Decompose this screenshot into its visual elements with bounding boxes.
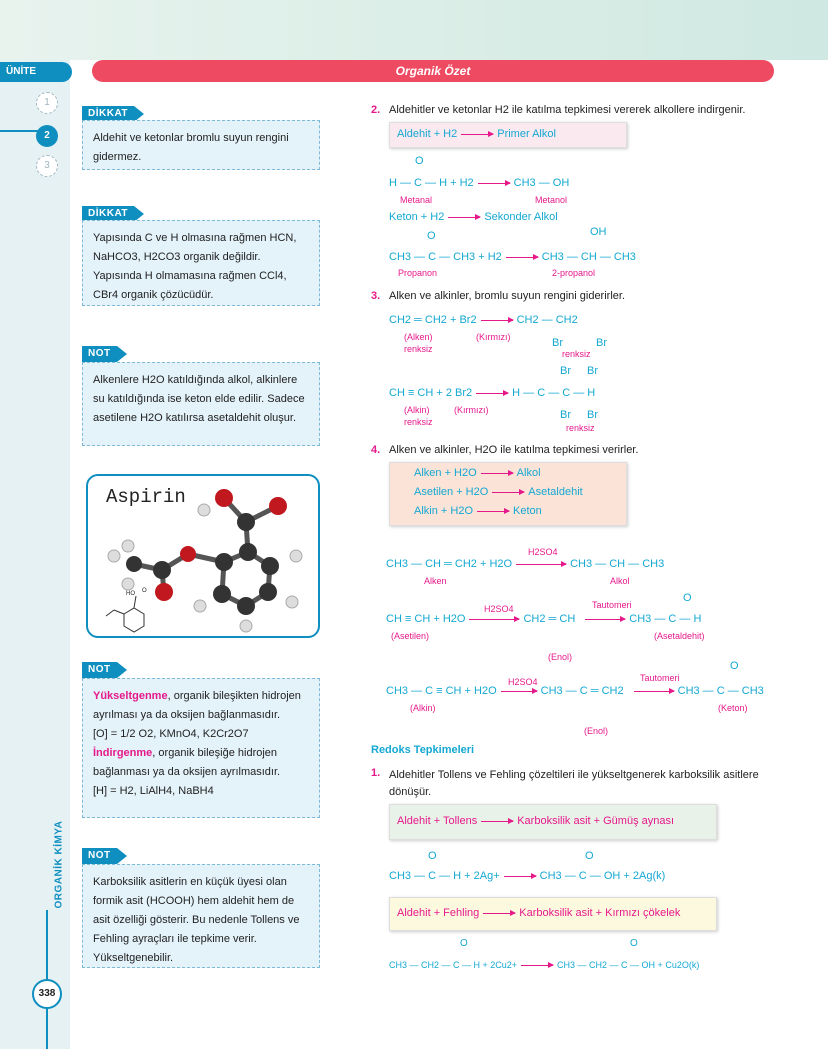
not-tag-2: NOT [82, 662, 117, 678]
dikkat-box-2: Yapısında C ve H olmasına rağmen HCN, NaHCO3, H2CO3 organik değildir. Yapısında H olmamasına rağmen CCl4, CBr4 organik çözücüdür. [82, 220, 320, 306]
asetilen-label: (Asetilen) [391, 631, 430, 641]
keton-eq: Keton + H2 Sekonder Alkol [389, 211, 558, 223]
dikkat-box-1: Aldehit ve ketonlar bromlu suyun rengini gidermez. [82, 120, 320, 170]
not-tag-1: NOT [82, 346, 117, 362]
aspirin-title: Aspirin [106, 486, 186, 508]
item-4-number: 4. [371, 444, 381, 456]
taut-1: Tautomeri [592, 600, 632, 610]
topic-title: Organik Özet [92, 60, 774, 82]
page-number: 338 [32, 979, 62, 1009]
br-3: Br [560, 365, 571, 377]
item-4-text: Alken ve alkinler, H2O ile katılma tepkimesi verirler. [389, 444, 639, 456]
br-6: Br [587, 409, 598, 421]
item-2-text: Aldehitler ve ketonlar H2 ile katılma tepkimesi vererek alkollere indirgenir. [389, 104, 746, 116]
o-label-8: O [630, 938, 638, 949]
propanon-label: Propanon [398, 268, 438, 278]
item-3-number: 3. [371, 290, 381, 302]
renksiz-label-3: renksiz [404, 417, 433, 427]
cat-3: H2SO4 [508, 677, 538, 687]
cat-2: H2SO4 [484, 604, 514, 614]
enol-label-1: (Enol) [548, 652, 573, 662]
alken-hydration: CH3 — CH ═ CH2 + H2O CH3 — CH — CH3 [386, 558, 665, 570]
hydration-line-2: Asetilen + H2O Asetaldehit [414, 486, 583, 498]
not-box-1: Alkenlere H2O katıldığında alkol, alkinlere su katıldığında ise keton elde edilir. Sadece asetilene H2O katılırsa asetaldehit oluşur. [82, 362, 320, 446]
redoks-number: 1. [371, 767, 381, 779]
oh-label-1: OH [590, 226, 607, 238]
redoks-title: Redoks Tepkimeleri [371, 744, 475, 756]
o-label-4: O [730, 660, 739, 672]
br-2: Br [596, 337, 607, 349]
not-tag-3: NOT [82, 848, 117, 864]
dikkat-tag-2: DİKKAT [82, 206, 134, 222]
cat-1: H2SO4 [528, 547, 558, 557]
step-1[interactable]: 1 [36, 92, 58, 114]
item-3-text: Alken ve alkinler, bromlu suyun rengini giderirler. [389, 290, 626, 302]
alkin-hydration: CH3 — C ≡ CH + H2O CH3 — C ═ CH2 CH3 — C — CH3 [386, 685, 764, 697]
metanal-reaction: H — C — H + H2 CH3 — OH [389, 177, 570, 189]
item-2-number: 2. [371, 104, 381, 116]
not-box-2: Yükseltgenme, organik bileşikten hidrojen ayrılması ya da oksijen bağlanmasıdır. [O] = 1/2 O2, KMnO4, K2Cr2O7 İndirgenme, organik bileşiğe hidrojen bağlanması ya da oksijen ayrılmasıdır. [H] = H2, LiAlH4, NaBH4 [82, 678, 320, 818]
o-label-5: O [428, 850, 437, 862]
dikkat-tag-1: DİKKAT [82, 106, 134, 122]
aspirin-struct-ho: HO [126, 591, 135, 597]
alken-label-2: Alken [424, 576, 447, 586]
alkol-label: Alkol [610, 576, 630, 586]
o-label-7: O [460, 938, 468, 949]
br-4: Br [587, 365, 598, 377]
alkin-label: (Alkin) [404, 405, 430, 415]
renksiz-label-2: renksiz [562, 349, 591, 359]
o-label-2: O [427, 230, 436, 242]
unit-label: ÜNİTE [0, 62, 72, 82]
redoks-text: Aldehitler Tollens ve Fehling çözeltileri ile yükseltgenerek karboksilik asitlere dönüşür. [389, 769, 759, 798]
tollens-eq: Aldehit + Tollens Karboksilik asit + Gümüş aynası [397, 815, 675, 827]
o-label-3: O [683, 592, 692, 604]
o-label-6: O [585, 850, 594, 862]
aldehit-h2-eq: Aldehit + H2 Primer Alkol [397, 128, 556, 140]
metanal-label: Metanal [400, 195, 433, 205]
hydration-line-3: Alkin + H2O Keton [414, 505, 542, 517]
not-box-3: Karboksilik asitlerin en küçük üyesi olan formik asit (HCOOH) hem aldehit hem de asit özelliği gösterir. Bu nedenle Tollens ve Fehling ayraçları ile tepkime verir. Yükseltgenebilir. [82, 864, 320, 968]
fehling-eq: Aldehit + Fehling Karboksilik asit + Kırmızı çökelek [397, 907, 681, 919]
step-2[interactable]: 2 [36, 125, 58, 147]
vertical-unit-text: ORGANİK KİMYA [53, 820, 65, 909]
hydration-line-1: Alken + H2O Alkol [414, 467, 541, 479]
alkin-label-2: (Alkin) [410, 703, 436, 713]
kirmizi-label-2: (Kırmızı) [454, 405, 489, 415]
o-label-1: O [415, 155, 424, 167]
top-band [0, 0, 828, 60]
taut-2: Tautomeri [640, 673, 680, 683]
step-indicator-line [0, 130, 38, 132]
alkin-br-reaction: CH ≡ CH + 2 Br2 H — C — C — H [389, 387, 596, 399]
propanon-reaction: CH3 — C — CH3 + H2 CH3 — CH — CH3 [389, 251, 636, 263]
alken-label: (Alken) [404, 332, 433, 342]
renksiz-label-4: renksiz [566, 423, 595, 433]
propanol-label: 2-propanol [552, 268, 596, 278]
step-3[interactable]: 3 [36, 155, 58, 177]
asetilen-hydration: CH ≡ CH + H2O CH2 ═ CH CH3 — C — H [386, 613, 702, 625]
aspirin-struct-o: O [142, 588, 147, 594]
br-1: Br [552, 337, 563, 349]
enol-label-2: (Enol) [584, 726, 609, 736]
metanol-label: Metanol [535, 195, 568, 205]
tollens-reaction: CH3 — C — H + 2Ag+ CH3 — C — OH + 2Ag(k) [389, 870, 666, 882]
aspirin-card [86, 474, 320, 638]
br-5: Br [560, 409, 571, 421]
fehling-reaction: CH3 — CH2 — C — H + 2Cu2+ CH3 — CH2 — C — OH + Cu2O(k) [389, 960, 700, 970]
alken-br-reaction: CH2 ═ CH2 + Br2 CH2 — CH2 [389, 314, 578, 326]
keton-label: (Keton) [718, 703, 748, 713]
asetaldehit-label: (Asetaldehit) [654, 631, 705, 641]
renksiz-label-1: renksiz [404, 344, 433, 354]
aspirin-molecule [88, 476, 318, 636]
kirmizi-label-1: (Kırmızı) [476, 332, 511, 342]
